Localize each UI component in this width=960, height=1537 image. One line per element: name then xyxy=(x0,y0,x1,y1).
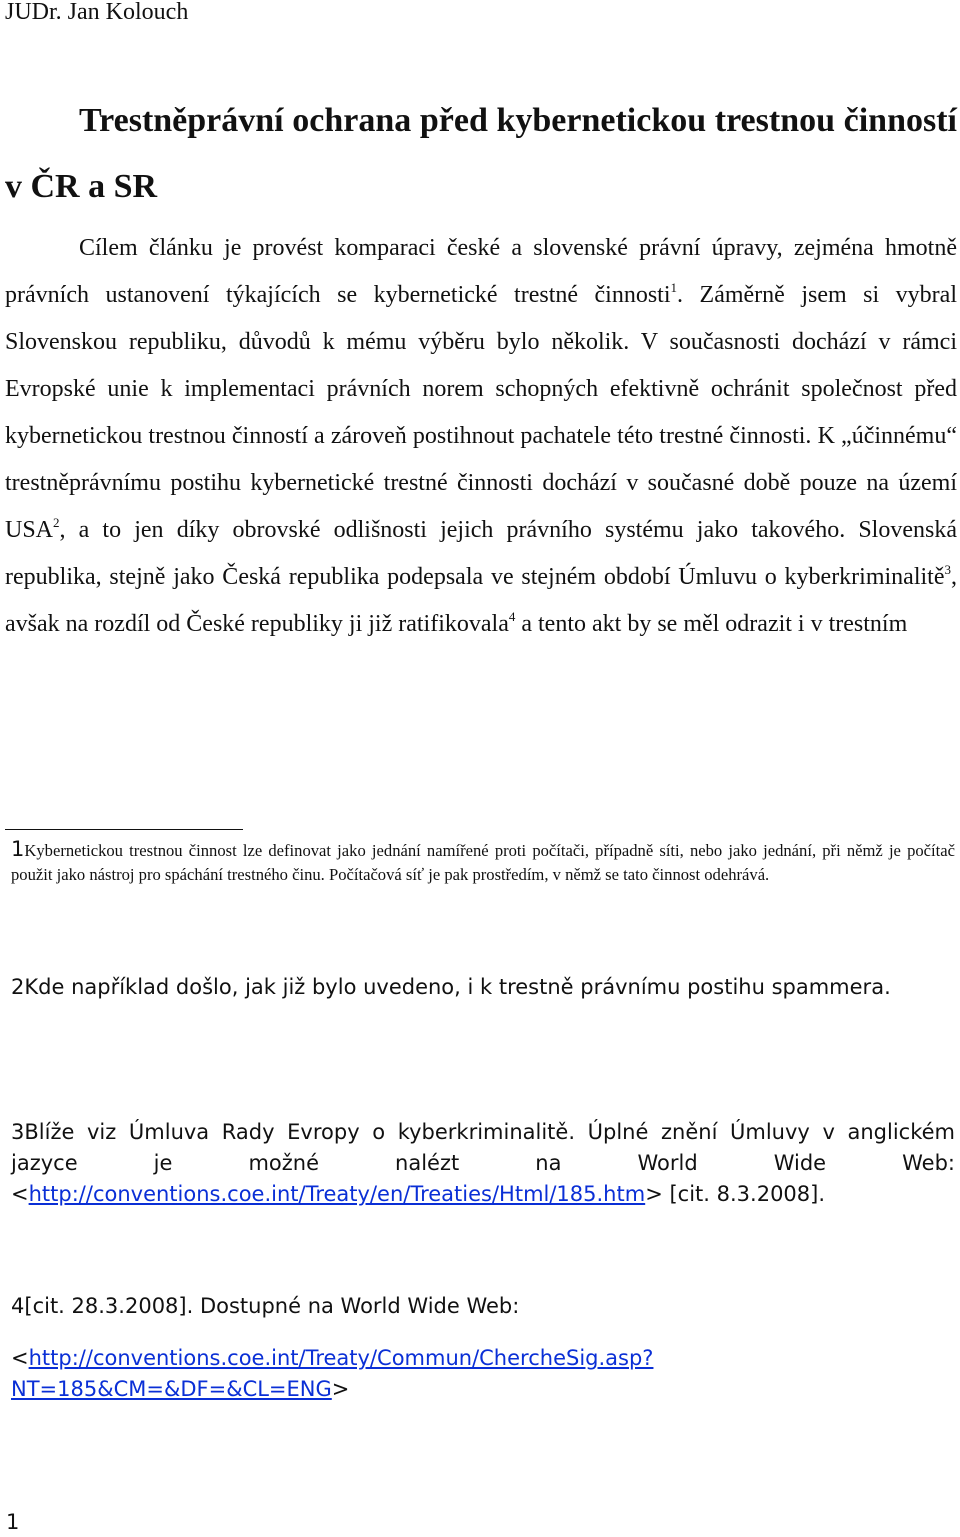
footnote-number: 1 xyxy=(11,837,25,861)
footnote-number: 2 xyxy=(11,975,25,999)
link-close-bracket: > xyxy=(645,1182,663,1206)
footnote-text: [cit. 28.3.2008]. Dostupné na World Wide Web: xyxy=(24,1294,520,1318)
footnote-4 xyxy=(11,1291,955,1405)
footnote-line xyxy=(11,1374,955,1405)
body-text-segment: , avšak na rozdíl od České republiky ji již ratifikovala xyxy=(5,564,957,637)
link-close-bracket: > xyxy=(331,1377,350,1401)
footnote-text: Kde například došlo, jak již bylo uvedeno, i k trestně právnímu postihu spammera. xyxy=(24,975,891,999)
body-text-segment: , a to jen díky obrovské odlišnosti jejich právního systému jako takového. Slovenská republika, stejně jako Česká republika podepsala ve stejném období Úmluvu o kyberkriminalitě xyxy=(5,517,957,590)
running-header-author: JUDr. Jan Kolouch xyxy=(5,0,189,25)
link-open-bracket: < xyxy=(11,1182,29,1206)
footnote-text: Blíže viz Úmluva Rady Evropy o kyberkriminalitě. Úplné znění Úmluvy v anglickém jazyce je možné nalézt na World Wide Web: xyxy=(11,1120,955,1175)
footnote-reference-4[interactable]: 4 xyxy=(508,609,516,624)
body-text-segment: . Záměrně jsem si vybral Slovenskou republiku, důvodů k mému výběru bylo několik. V současnosti dochází v rámci Evropské unie k implementaci právních norem schopných efektivně ochránit společnost před kybernetickou trestnou činností a zároveň postihnout pachatele této trestné činnosti. K „účinnému“ trestněprávnímu postihu kybernetické trestné činnosti dochází v současné době pouze na území USA xyxy=(5,282,957,543)
footnote-reference-3[interactable]: 3 xyxy=(944,562,951,577)
footnote-text: Kybernetickou trestnou činnost lze definovat jako jednání namířené proti počítači, případně síti, nebo jako jednání, při němž je počítač použit jako nástroj pro spáchání trestného činu. Počítačová síť je pak prostředím, v němž se tato činnost odehrává. xyxy=(11,841,955,884)
footnote-separator xyxy=(5,829,243,830)
treaty-link[interactable]: http://conventions.coe.int/Treaty/en/Treaties/Html/185.htm xyxy=(28,1182,646,1206)
footnote-line xyxy=(11,1343,955,1374)
footnote-3 xyxy=(11,1117,955,1210)
body-text-segment: Cílem článku je provést komparaci české a slovenské právní úpravy, zejména hmotně právních ustanovení týkajících se kybernetické trestné činnosti xyxy=(5,235,957,308)
blank-line xyxy=(11,1322,955,1343)
footnote-reference-2[interactable]: 2 xyxy=(53,515,60,530)
footnote-number: 4 xyxy=(11,1294,25,1318)
signatures-link[interactable]: http://conventions.coe.int/Treaty/Commun/ChercheSig.asp? xyxy=(28,1346,654,1370)
footnote-2 xyxy=(11,972,955,1003)
article-title: Trestněprávní ochrana před kybernetickou trestnou činností v ČR a SR xyxy=(5,102,957,205)
footnote-reference-1[interactable]: 1 xyxy=(670,280,678,295)
footnote-number: 3 xyxy=(11,1120,25,1144)
citation-date: [cit. 8.3.2008]. xyxy=(662,1182,826,1206)
footnote-line xyxy=(11,1291,955,1322)
body-text-segment: a tento akt by se měl odrazit i v trestním xyxy=(515,611,908,637)
body-paragraph xyxy=(5,225,957,648)
signatures-link-continued[interactable]: NT=185&CM=&DF=&CL=ENG xyxy=(11,1377,332,1401)
link-open-bracket: < xyxy=(11,1346,29,1370)
footnote-1 xyxy=(11,837,955,887)
page-number: 1 xyxy=(6,1510,20,1534)
